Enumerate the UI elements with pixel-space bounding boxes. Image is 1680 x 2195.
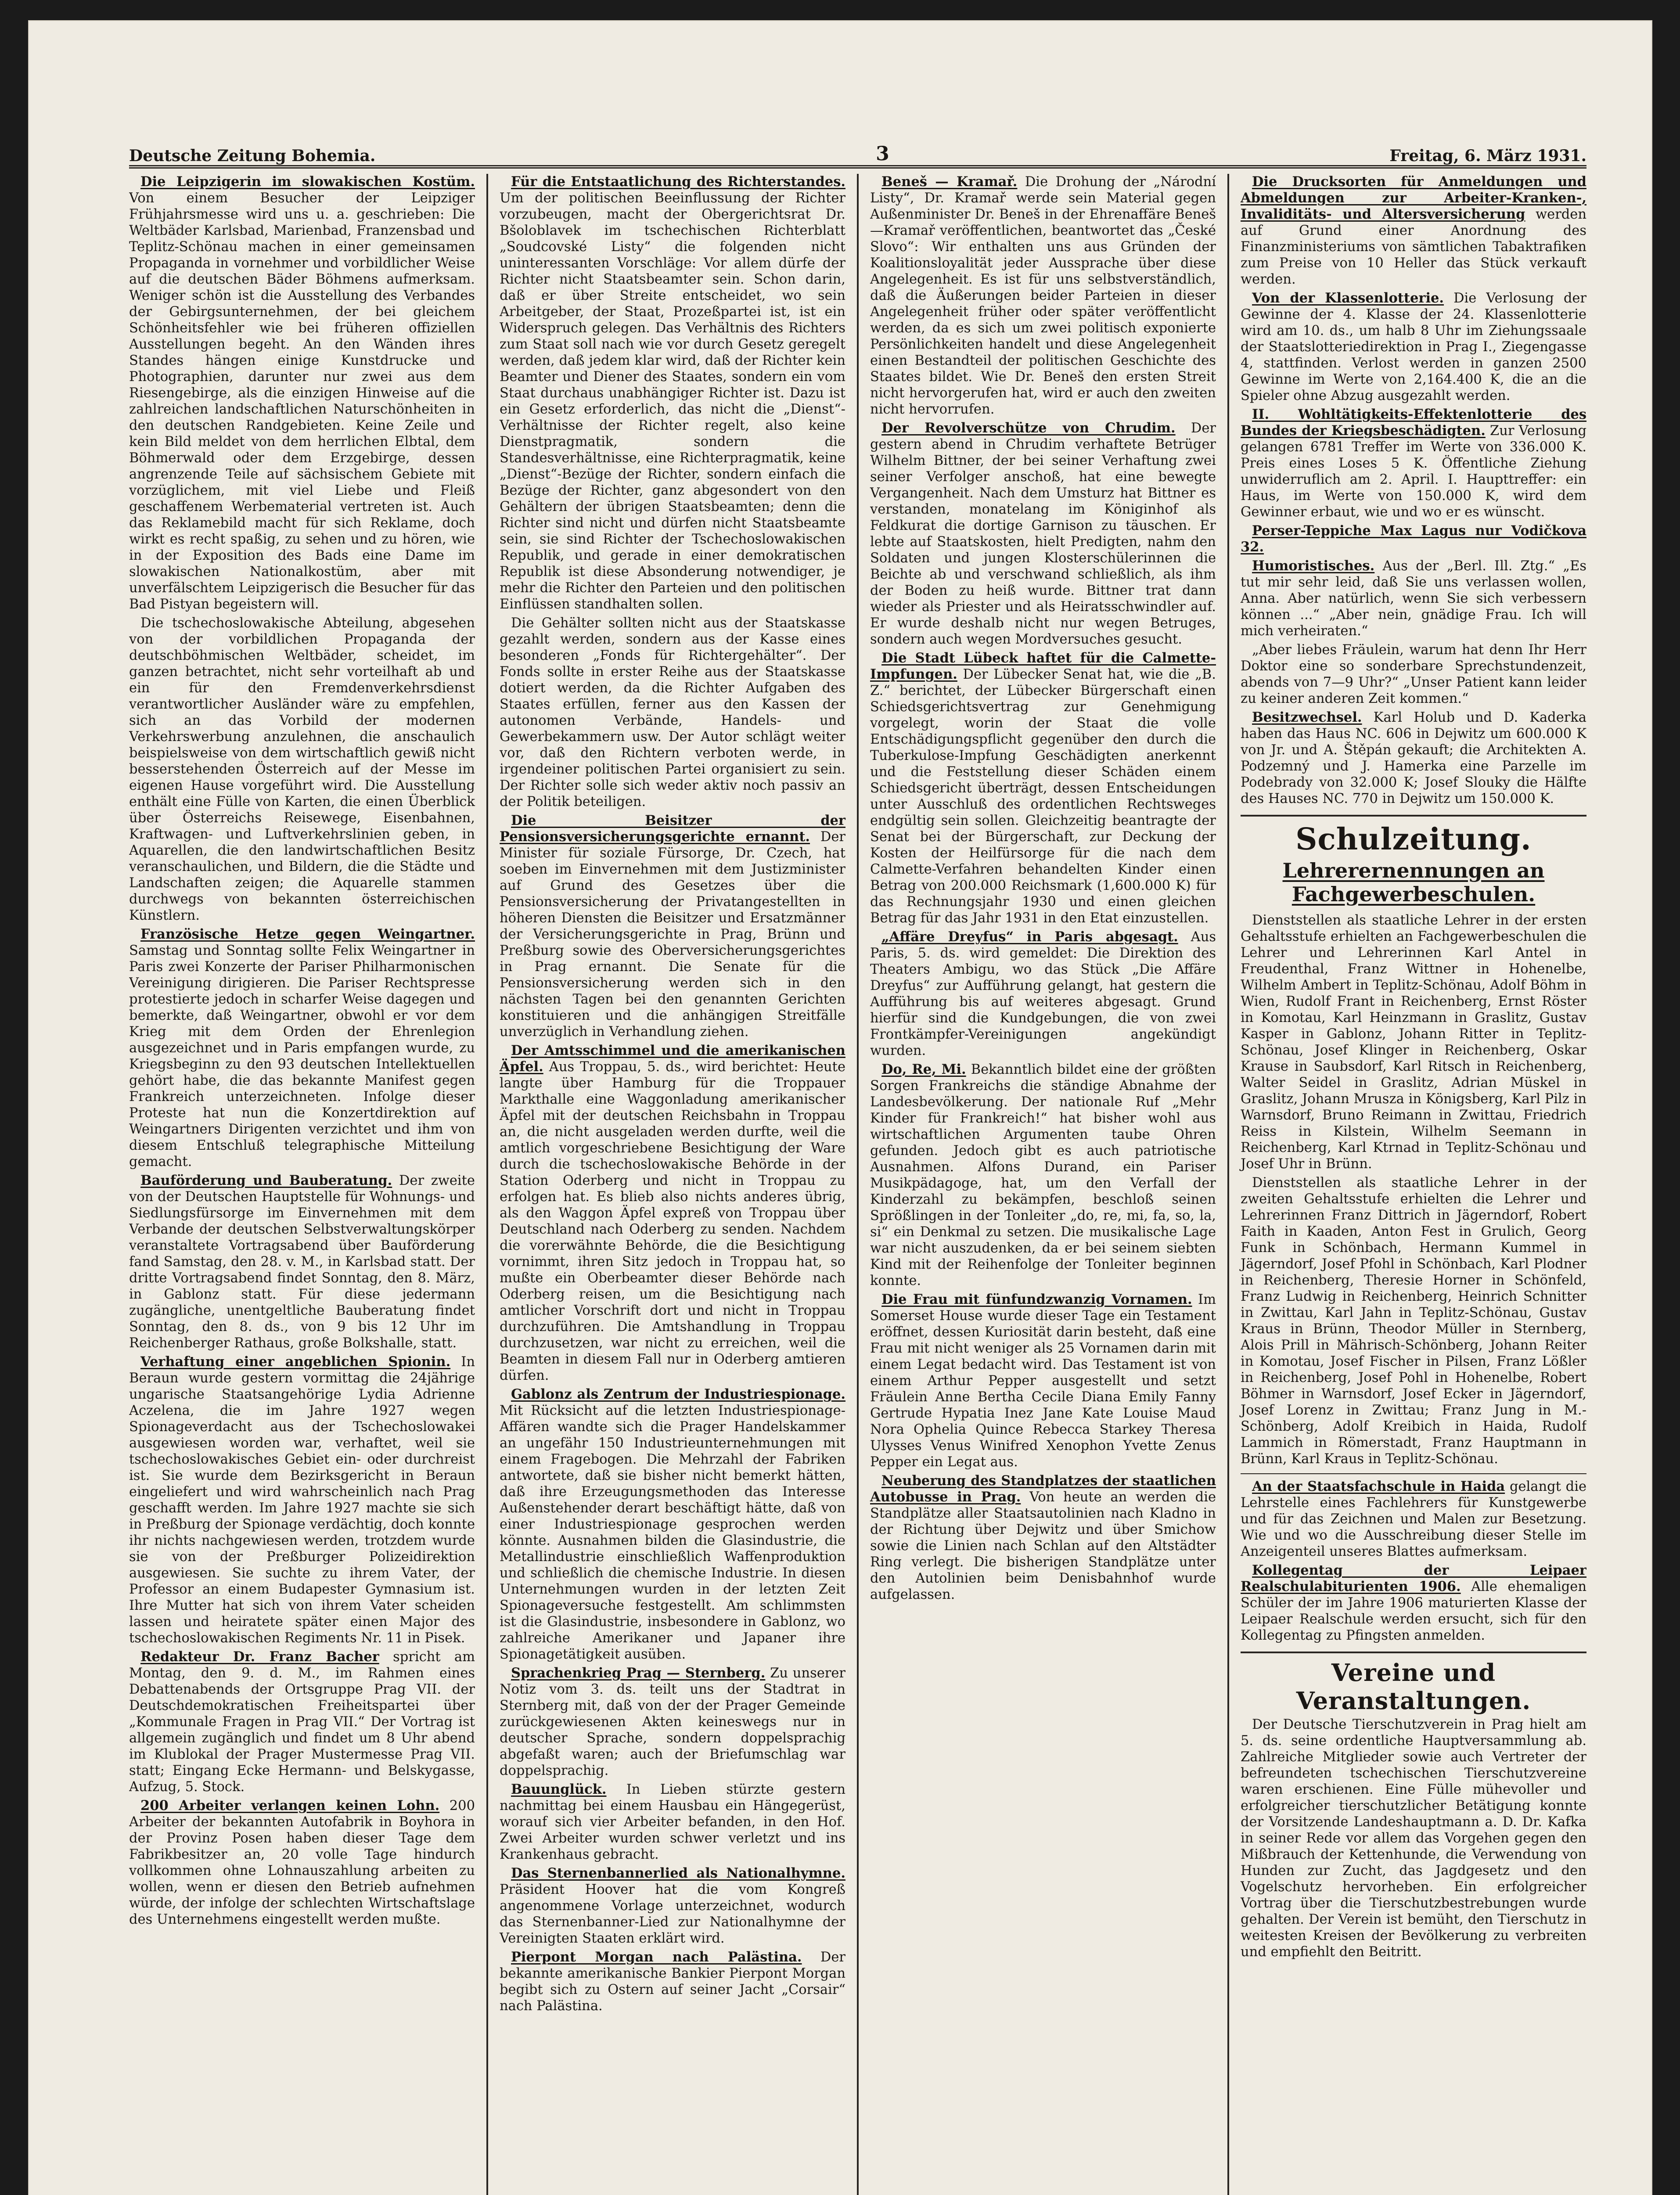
article-body: Zur Verlosung gelangen 6781 Treffer im Werte von 336.000 K. Preis eines Loses 5 K. Öffentliche Ziehung unwiderruflich am 2. April. I. Haupttreffer: ein Haus, im Werte von 150.000 K, wird dem Gewinner erbaut, wie und wo er es wünscht.: [1241, 423, 1586, 520]
column-2: [486, 174, 857, 2195]
issue-date: Freitag, 6. März 1931.: [1389, 147, 1586, 165]
article-headline: Französische Hetze gegen Weingartner.: [140, 926, 475, 942]
article: [129, 174, 475, 612]
article-body: In Beraun wurde gestern vormittag die 24jährige ungarische Staatsangehörige Lydia Adrienne Aczelena, die im Jahre 1927 wegen Spionageverdacht aus der Tschechoslowakei ausgewiesen worden war, verhaftet, weil sie tschechoslowakisches Gebiet ein- oder durchreist ist. Sie wurde dem Bezirksgericht in Beraun eingeliefert und wird wahrscheinlich nach Prag geschafft werden. Im Jahre 1927 machte sie sich in Preßburg der Spionage verdächtig, doch konnte ihr nichts nachgewiesen werden, trotzdem wurde sie von der Preßburger Polizeidirektion ausgewiesen. Sie suchte zu ihrem Vater, der Professor an einem Budapester Gymnasium ist. Ihre Mutter hat sich von ihrem Vater scheiden lassen und heiratete später einen Major des tschechoslowakischen Regiments Nr. 11 in Pisek.: [129, 1354, 475, 1646]
article: [500, 1665, 845, 1779]
article-body: Der Lübecker Senat hat, wie die „B. Z.“ berichtet, der Lübecker Bürgerschaft einen Schiedsgerichtsvertrag zur Genehmigung vorgelegt, worin der Staat die volle Entschädigungspflicht gegenüber den durch die Tuberkulose-Impfung Geschädigten anerkennt und die Feststellung dieser Schäden einem Schiedsgericht überträgt, dessen Entscheidungen unter Ausschluß des ordentlichen Rechtsweges endgültig sein sollen. Gleichzeitig beantragte der Senat bei der Bürgerschaft, zur Deckung der Kosten der Heilfürsorge für die nach dem Calmette-Verfahren behandelten Kinder einen Betrag von 200.000 Reichsmark (1,600.000 K) für das Rechnungsjahr 1930 und einen gleichen Betrag für das Jahr 1931 in den Etat einzustellen.: [870, 667, 1216, 926]
article-body: Die Gehälter sollten nicht aus der Staatskasse gezahlt werden, sondern aus der Kasse eines besonderen „Fonds für Richtergehälter“. Der Fonds sollte in erster Reihe aus der Staatskasse dotiert werden, da die Richter Aufgaben des Staates erfüllen, ferner aus den Kassen der autonomen Verbände, Handels- und Gewerbekammern usw. Der Autor schlägt weiter vor, daß den Richtern verboten werde, in irgendeiner politischen Partei organisiert zu sein. Der Richter solle sich weder aktiv noch passiv an der Politik beteiligen.: [500, 615, 845, 810]
column-4-notices-2: [1241, 1479, 1586, 1644]
article-headline: Beneš — Kramař.: [881, 174, 1018, 190]
article: [500, 1043, 845, 1384]
article: [1241, 642, 1586, 707]
article-headline: Perser-Teppiche Max Lagus nur Vodičkova 32.: [1241, 523, 1586, 555]
article-body: Aus Paris, 5. ds. wird gemeldet: Die Direktion des Theaters Ambigu, wo das Stück „Die Affäre Dreyfus“ zur Aufführung gelangt, hat gestern die Aufführung bis auf weiteres abgesagt. Grund hierfür sind die Kundgebungen, die von zwei Frontkämpfer-Vereinigungen angekündigt wurden.: [870, 929, 1216, 1058]
article: [870, 174, 1216, 417]
column-3: [857, 174, 1227, 2195]
article: [500, 174, 845, 612]
article: [870, 1473, 1216, 1603]
article-body: Der Minister für soziale Fürsorge, Dr. Czech, hat soeben im Einvernehmen mit dem Justizminister auf Grund des Gesetzes über die Pensionsversicherung der Privatangestellten in höheren Diensten die Beisitzer und Ersatzmänner der Versicherungsgerichte in Prag, Brünn und Preßburg sowie des Oberversicherungsgerichtes in Prag ernannt. Die Senate für die Pensionsversicherung werden sich in den nächsten Tagen bei den genannten Gerichten konstituieren und die anhängigen Streitfälle unverzüglich in Verhandlung ziehen.: [500, 829, 845, 1040]
article-headline: Bauunglück.: [511, 1781, 607, 1797]
article-body: Die Drohung der „Národní Listy“, Dr. Kramař werde sein Material gegen Außenminister Dr. Beneš in der Ehrenaffäre Beneš—Kramař veröffentlichen, beantwortet das „České Slovo“: Wir enthalten uns aus Gründen der Koalitionsloyalität jeder Aussprache über diese Angelegenheit. Es ist für uns selbstverständlich, daß die Äußerungen beider Parteien in dieser Angelegenheit früher oder später veröffentlicht werden, da es sich um zwei politisch exponierte Persönlichkeiten handelt und diese Angelegenheit einen Bestandteil der politischen Geschichte des Staates bildet. Wie Dr. Beneš den ersten Streit nicht hervorgerufen hat, wird er auch den zweiten nicht hervorrufen.: [870, 174, 1216, 417]
article-body: Samstag und Sonntag sollte Felix Weingartner in Paris zwei Konzerte der Pariser Philharmonischen Vereinigung dirigieren. Die Pariser Rechtspresse protestierte jedoch in scharfer Weise dagegen und bemerkte, daß Weingartner, obwohl er vor dem Krieg mit dem Orden der Ehrenlegion ausgezeichnet und in Paris empfangen wurde, zu Kriegsbeginn zu den 93 deutschen Intellektuellen gehört habe, die das bekannte Manifest gegen Frankreich unterzeichneten. Infolge dieser Proteste hat nun die Konzertdirektion auf Weingartners Dirigenten verzichtet und ihm von diesem Entschluß telegraphische Mitteilung gemacht.: [129, 943, 475, 1169]
article-headline: Kollegentag der Leipaer Realschulabiturienten 1906.: [1241, 1562, 1586, 1594]
columns: [129, 174, 1586, 2195]
article-body: Im Somerset House wurde dieser Tage ein Testament eröffnet, dessen Kuriosität darin besteht, daß eine Frau mit nicht weniger als 25 Vornamen darin mit einem Legat bedacht wird. Das Testament ist von einem Arthur Pepper ausgestellt und setzt Fräulein Anne Bertha Cecile Diana Emily Fanny Gertrude Hypatia Inez Jane Kate Louise Maud Nora Ophelia Quince Rebecca Starkey Theresa Ulysses Venus Winifred Xenophon Yvette Zenus Pepper ein Legat aus.: [870, 1292, 1216, 1470]
article: [500, 1865, 845, 1947]
article: [129, 1798, 475, 1928]
divider: [1241, 815, 1586, 817]
article-headline: 200 Arbeiter verlangen keinen Lohn.: [140, 1798, 440, 1814]
article: [1241, 174, 1586, 288]
article-headline: Das Sternenbannerlied als Nationalhymne.: [511, 1865, 845, 1881]
article-headline: Humoristisches.: [1252, 558, 1375, 574]
article: [129, 926, 475, 1170]
article: [129, 1354, 475, 1646]
article-body: „Aber liebes Fräulein, warum hat denn Ihr Herr Doktor eine so sonderbare Sprechstundenzeit, abends von 7—9 Uhr?“ „Unser Patient kann leider zu keiner anderen Zeit kommen.“: [1241, 642, 1586, 706]
article-body: Präsident Hoover hat die vom Kongreß angenommene Vorlage unterzeichnet, wodurch das Sternenbanner-Lied zur Nationalhymne der Vereinigten Staaten erklärt wird.: [500, 1882, 845, 1946]
article-headline: Pierpont Morgan nach Palästina.: [511, 1949, 802, 1965]
article-headline: Neuberung des Standplatzes der staatlichen Autobusse in Prag.: [870, 1473, 1216, 1505]
section-subtitle-lehrerernennungen: Lehrerernennungen an Fachgewerbeschulen.: [1282, 859, 1545, 906]
article: [870, 650, 1216, 926]
article-body: Von heute an werden die Standplätze aller Staatsautolinien nach Kladno in der Richtung über Dejwitz und über Smichow sowie die Linien nach Schlan auf den Altstädter Ring verlegt. Die bisherigen Standplätze unter den Autolinien beim Denisbahnhof wurde aufgelassen.: [870, 1490, 1216, 1602]
article-headline: Besitzwechsel.: [1252, 709, 1362, 725]
article-body: gelangt die Lehrstelle eines Fachlehrers für Kunstgewerbe und für das Zeichnen und Malen zur Besetzung. Wie und wo die Ausschreibung dieser Stelle im Anzeigenteil unseres Blattes aufmerksam.: [1241, 1479, 1586, 1559]
article-body: Von einem Besucher der Leipziger Frühjahrsmesse wird uns u. a. geschrieben: Die Weltbäder Karlsbad, Marienbad, Franzensbad und Teplitz-Schönau machen in einer gemeinsamen Propaganda in vornehmer und vorbildlicher Weise auf die deutschen Bäder Böhmens aufmerksam. Weniger schön ist die Ausstellung des Verbandes der Gebirgsunternehmen, der bei gleichem Schönheitsfehler wie bei früheren offiziellen Ausstellungen begeht. An den Wänden ihres Standes hängen einige Kunstdrucke und Photographien, darunter nur zwei aus dem Riesengebirge, als die einzigen Hinweise auf die zahlreichen landschaftlichen Naturschönheiten in den deutschen Randgebieten. Keine Zeile und kein Bild meldet von dem herrlichen Elbtal, dem Böhmerwald oder dem Erzgebirge, dessen angrenzende Teile auf sächsischem Gebiete mit vorzüglichem, mit viel Liebe und Fleiß geschaffenem Werbematerial vertreten ist. Auch das Reklamebild macht für sich Reklame, doch wirkt es recht spaßig, zu sehen und zu hören, wie in der Exposition des Bads eine Dame im slowakischen Nationalkostüm, aber mit unverfälschtem Leipzigerisch die Besucher für das Bad Pistyan begeistern will.: [129, 191, 475, 612]
article-headline: Die Stadt Lübeck haftet für die Calmette-Impfungen.: [870, 650, 1216, 682]
article-headline: Gablonz als Zentrum der Industriespionage.: [511, 1386, 845, 1402]
article-headline: Von der Klassenlotterie.: [1252, 290, 1444, 306]
article: [500, 1949, 845, 2014]
article: [129, 1649, 475, 1795]
divider: [1241, 1473, 1586, 1474]
article-body: 200 Arbeiter der bekannten Autofabrik in Boyhora in der Provinz Posen haben dieser Tage dem Fabrikbesitzer an, 20 volle Tage hindurch vollkommen ohne Lohnauszahlung arbeiten zu wollen, wenn er diesen den Betrieb aufnehmen würde, der infolge der schlechten Wirtschaftslage des Unternehmens eingestellt werden mußte.: [129, 1798, 475, 1927]
article: [1241, 523, 1586, 555]
page-number: 3: [876, 143, 889, 165]
article-body: Bekanntlich bildet eine der größten Sorgen Frankreichs die ständige Abnahme der Landesbevölkerung. Der nationale Ruf „Mehr Kinder für Frankreich!“ hat bisher wohl aus wirtschaftlichen Argumenten taube Ohren gefunden. Jedoch gibt es auch patriotische Ausnahmen. Alfons Durand, ein Pariser Musikpädagoge, hat, um den Verfall der Kinderzahl zu bekämpfen, beschloß seinen Sprößlingen in der Tonleiter „do, re, mi, fa, so, la, si“ ein Denkmal zu setzen. Die musikalische Lage war nicht auszudenken, da er bei seinem siebten Kind mit der Reihenfolge der Tonleiter beginnen konnte.: [870, 1062, 1216, 1288]
article: [870, 1062, 1216, 1289]
article-headline: Der Revolverschütze von Chrudim.: [881, 420, 1176, 436]
newspaper-page: [28, 20, 1652, 2195]
article: [1241, 709, 1586, 807]
article-body: Der gestern abend in Chrudim verhaftete Betrüger Wilhelm Bittner, der bei seiner Verhaftung zwei seiner Verfolger anschoß, hat eine bewegte Vergangenheit. Nach dem Umsturz hat Bittner es verstanden, monatelang im Königinhof als Feldkurat die dortige Garnison zu täuschen. Er lebte auf Staatskosten, hielt Predigten, nahm den Soldaten und jungen Klosterschülerinnen die Beichte ab und verschwand schließlich, als ihm der Boden zu heiß wurde. Bittner trat dann wieder als Priester und als Heiratsschwindler auf. Er wurde deshalb nicht nur wegen Betruges, sondern auch wegen Mordversuches gesucht.: [870, 421, 1216, 647]
article-text: Dienststellen als staatliche Lehrer in der zweiten Gehaltsstufe erhielten die Lehrer und Lehrerinnen Franz Dittrich in Jägerndorf, Robert Faith in Kaaden, Anton Fest in Grulich, Georg Funk in Schönbach, Hermann Kummel in Jägerndorf, Josef Pfohl in Schönbach, Karl Plodner in Reichenberg, Theresie Horner in Schönfeld, Franz Ludwig in Reichenberg, Heinrich Schnitter in Zwittau, Karl Jahn in Teplitz-Schönau, Gustav Kraus in Brünn, Theodor Müller in Sternberg, Alois Prill in Mährisch-Schönberg, Johann Reiter in Komotau, Josef Fischer in Pilsen, Franz Lößler in Reichenberg, Josef Pohl in Hohenelbe, Robert Böhmer in Warnsdorf, Josef Ecker in Jägerndorf, Josef Lorenz in Zwittau; Franz Jung in M.-Schönberg, Adolf Kreibich in Haida, Rudolf Lammich in Römerstadt, Franz Hauptmann in Brünn, Karl Kraus in Teplitz-Schönau.: [1241, 1175, 1586, 1467]
article: [870, 929, 1216, 1059]
article: [129, 615, 475, 924]
article-headline: Verhaftung einer angeblichen Spionin.: [140, 1354, 451, 1370]
article-body: Aus der „Berl. Ill. Ztg.“ „Es tut mir sehr leid, daß Sie uns verlassen wollen, Anna. Aber natürlich, wenn Sie sich verbessern können ...“ „Aber nein, gnädige Frau. Ich will mich verheiraten.“: [1241, 558, 1586, 639]
article-body: werden auf Grund einer Anordnung des Finanzministeriums von sämtlichen Tabaktrafiken zum Preise von 10 Heller das Stück verkauft werden.: [1241, 207, 1586, 287]
article: [1241, 290, 1586, 404]
article-headline: Sprachenkrieg Prag — Sternberg.: [511, 1665, 766, 1681]
article-body: spricht am Montag, den 9. d. M., im Rahmen eines Debattenabends der Ortsgruppe Prag VII. der Deutschdemokratischen Freiheitspartei über „Kommunale Fragen in Prag VII.“ Der Vortrag ist allgemein zugänglich und findet um 8 Uhr abend im Klublokal der Prager Mustermesse Prag VII. statt; Eingang Ecke Hermann- und Belskygasse, Aufzug, 5. Stock.: [129, 1649, 475, 1795]
article-body: Mit Rücksicht auf die letzten Industriespionage-Affären wandte sich die Prager Handelskammer an ungefähr 150 Industrieunternehmungen mit einem Fragebogen. Die Mehrzahl der Fabriken antwortete, daß sie bisher nicht bemerkt hätten, daß ihre Erzeugungsmethoden das Interesse Außenstehender derart beschäftigt hätte, daß von einer Industriespionage gesprochen werden könnte. Ausnahmen bilden die Glasindustrie, die Metallindustrie einschließlich Waffenproduktion und schließlich die chemische Industrie. In diesen Unternehmungen wurden in der letzten Zeit Spionageversuche festgestellt. Am schlimmsten ist die Glasindustrie, insbesondere in Gablonz, wo zahlreiche Amerikaner und Japaner ihre Spionagetätigkeit ausüben.: [500, 1403, 845, 1662]
section-title-schulzeitung: Schulzeitung.: [1295, 822, 1532, 857]
article-text: Der Deutsche Tierschutzverein in Prag hielt am 5. ds. seine ordentliche Hauptversammlung ab. Zahlreiche Mitglieder sowie auch Vertreter der befreundeten tschechischen Tierschutzvereine waren erschienen. Eine Fülle mühevoller und erfolgreicher tierschutzlicher Betätigung konnte der Vorsitzende Landeshauptmann a. D. Dr. Kafka in seiner Rede vor allem das Vorgehen gegen den Mißbrauch der Kettenhunde, die Verwendung von Hunden zur Zucht, das Jagdgesetz und den Vogelschutz hervorheben. Ein erfolgreicher Vortrag über die Tierschutzbestrebungen wurde gehalten. Der Verein ist bemüht, den Tierschutz in weitesten Kreisen der Bevölkerung zu verbreiten und empfiehlt den Beitritt.: [1241, 1717, 1586, 1960]
article-body: Die Verlosung der Gewinne der 4. Klasse der 24. Klassenlotterie wird am 10. ds., um halb 8 Uhr im Ziehungssaale der Staatslotteriedirektion in Prag I., Ziegengasse 4, stattfinden. Verlost werden in ganzen 2500 Gewinne im Werte von 2,164.400 K, die an die Spieler ohne Abzug ausgezahlt werden.: [1241, 291, 1586, 403]
article: [1241, 1479, 1586, 1560]
article-headline: Die Leipzigerin im slowakischen Kostüm.: [140, 174, 475, 190]
newspaper-name: Deutsche Zeitung Bohemia.: [129, 147, 376, 165]
article-headline: An der Staatsfachschule in Haida: [1252, 1479, 1505, 1494]
article-headline: II. Wohltätigkeits-Effektenlotterie des Bundes der Kriegsbeschädigten.: [1241, 407, 1586, 439]
article-body: Der bekannte amerikanische Bankier Pierpont Morgan begibt sich zu Ostern auf seiner Jacht „Corsair“ nach Palästina.: [500, 1950, 845, 2014]
article-headline: Do, Re, Mi.: [881, 1062, 966, 1077]
article-body: Zu unserer Notiz vom 3. ds. teilt uns der Stadtrat in Sternberg mit, daß von der der Prager Gemeinde zurückgewiesenen Akten keineswegs nur in deutscher Sprache, sondern doppelsprachig abgefaßt waren; auch der Briefumschlag war doppelsprachig.: [500, 1666, 845, 1778]
section-title-vereine: Vereine und Veranstaltungen.: [1296, 1659, 1531, 1715]
article-body: Karl Holub und D. Kaderka haben das Haus NC. 606 in Dejwitz um 600.000 K von Jr. und A. Štěpán gekauft; die Architekten A. Podzemný und J. Hamerka eine Parzelle im Podebrady von 32.000 K; Josef Slouky die Hälfte des Hauses NC. 770 in Dejwitz um 150.000 K.: [1241, 710, 1586, 806]
article: [870, 1292, 1216, 1470]
article: [870, 420, 1216, 648]
column-1: [129, 174, 486, 2195]
article-headline: Die Drucksorten für Anmeldungen und Abmeldungen zur Arbeiter-Kranken-, Invaliditäts- und Altersversicherung: [1241, 174, 1586, 222]
article: [129, 1173, 475, 1351]
article-headline: „Affäre Dreyfus“ in Paris abgesagt.: [881, 929, 1178, 945]
article-body: In Lieben stürzte gestern nachmittag bei einem Hausbau ein Hängegerüst, worauf sich vier Arbeiter befanden, in den Hof. Zwei Arbeiter wurden schwer verletzt und ins Krankenhaus gebracht.: [500, 1782, 845, 1862]
article-headline: Der Amtsschimmel und die amerikanischen Äpfel.: [500, 1043, 845, 1075]
article: [500, 813, 845, 1040]
article: [1241, 1562, 1586, 1644]
article-headline: Bauförderung und Bauberatung.: [140, 1173, 392, 1188]
article: [500, 615, 845, 810]
article-headline: Die Beisitzer der Pensionsversicherungsgerichte ernannt.: [500, 813, 845, 845]
article-text: Dienststellen als staatliche Lehrer in der ersten Gehaltsstufe erhielten an Fachgewerbeschulen die Lehrer und Lehrerinnen Karl Antel in Freudenthal, Franz Wittner in Hohenelbe, Wilhelm Ambert in Teplitz-Schönau, Adolf Böhm in Wien, Rudolf Frant in Reichenberg, Ernst Röster in Komotau, Karl Heinzmann in Graslitz, Gustav Kasper in Gablonz, Johann Ritter in Teplitz-Schönau, Josef Klinger in Reichenberg, Oskar Krause in Saubsdorf, Karl Ritsch in Reichenberg, Walter Seidel in Graslitz, Adrian Müskel in Graslitz, Johann Mrusza in Königsberg, Karl Pilz in Warnsdorf, Bruno Reimann in Zwittau, Friedrich Reiss in Kilstein, Wilhelm Seemann in Reichenberg, Karl Ktrnad in Teplitz-Schönau und Josef Uhr in Brünn.: [1241, 913, 1586, 1172]
article: [1241, 407, 1586, 520]
masthead: [129, 130, 1586, 169]
article: [500, 1781, 845, 1863]
article: [1241, 558, 1586, 639]
article-body: Aus Troppau, 5. ds., wird berichtet: Heute langte über Hamburg für die Troppauer Markthalle eine Waggonladung amerikanischer Äpfel mit der deutschen Reichsbahn in Troppau an, die nicht ausgeladen werden durfte, weil die amtlich vorgeschriebene Besichtigung der Ware durch die tschechoslowakische Behörde in der Station Oderberg und nicht in Troppau zu erfolgen hat. Es blieb also nichts anderes übrig, als den Waggon Äpfel expreß von Troppau über Deutschland nach Oderberg zu senden. Nachdem die vorerwähnte Behörde, die die Besichtigung vornimmt, ihren Sitz jedoch in Troppau hat, so mußte ein Oberbeamter dieser Behörde nach Oderberg reisen, um die Besichtigung nach amtlicher Vorschrift dort und nicht in Troppau durchzuführen. Die Amtshandlung in Troppau durchzusetzen, war nicht zu erreichen, weil die Beamten in diesem Fall nur in Oderberg amtieren dürfen.: [500, 1059, 845, 1383]
article-headline: Redakteur Dr. Franz Bacher: [140, 1649, 379, 1665]
article-body: Der zweite von der Deutschen Hauptstelle für Wohnungs- und Siedlungsfürsorge im Einvernehmen mit dem Verbande der deutschen Selbstverwaltungskörper veranstaltete Vortragsabend über Bauförderung fand Samstag, den 28. v. M., in Karlsbad statt. Der dritte Vortragsabend findet Sonntag, den 8. März, in Gablonz statt. Für diese jedermann zugängliche, unentgeltliche Bauberatung findet Sonntag, den 8. ds., von 9 bis 12 Uhr im Reichenberger Rathaus, große Bolkshalle, statt.: [129, 1173, 475, 1351]
article-headline: Die Frau mit fünfundzwanzig Vornamen.: [881, 1292, 1192, 1307]
article-body: Die tschechoslowakische Abteilung, abgesehen von der vorbildlichen Propaganda der deutschböhmischen Weltbäder, scheidet, im ganzen betrachtet, nicht sehr vorteilhaft ab und ein für den Fremdenverkehrsdienst verantwortlicher Ausländer wäre zu empfehlen, sich an das Vorbild der modernen Verkehrswerbung anzulehnen, die anschaulich beispielsweise von dem wirtschaftlich gewiß nicht besserstehenden Österreich auf der Messe im eigenen Hause vorgeführt wird. Die Ausstellung enthält eine Fülle von Karten, die einen Überblick über Österreichs Reisewege, Eisenbahnen, Kraftwagen- und Luftverkehrslinien geben, in Aquarellen, die den landwirtschaftlichen Besitz veranschaulichen, und Bildern, die die Städte und Landschaften zeigen; die Aquarelle stammen durchwegs von bekannten österreichischen Künstlern.: [129, 615, 475, 923]
article: [500, 1386, 845, 1662]
divider: [1241, 1652, 1586, 1653]
article-headline: Für die Entstaatlichung des Richterstandes.: [511, 174, 845, 190]
article-body: Um der politischen Beeinflussung der Richter vorzubeugen, macht der Obergerichtsrat Dr. Bšoloblavek im tschechischen Richterblatt „Soudcovské Listy“ die folgenden nicht uninteressanten Vorschläge: Vor allem dürfe der Richter nicht Staatsbeamter sein. Schon darin, daß er über Streite entscheidet, wo sein Arbeitgeber, der Staat, Prozeßpartei ist, ist ein Widerspruch gelegen. Das Verhältnis des Richters zum Staat soll nach wie vor durch Gesetz geregelt werden, daß jedem klar wird, daß der Richter kein Beamter und Diener des Staates, sondern ein vom Staat durchaus unabhängiger Richter ist. Dazu ist ein Gesetz erforderlich, das nicht die „Dienst“-Verhältnisse der Richter regelt, also keine Dienstpragmatik, sondern die Standesverhältnisse, eine Richterpragmatik, keine „Dienst“-Bezüge der Richter, sondern einfach die Bezüge der Richter, ganz abgesondert von den Gehältern der übrigen Staatsbeamten; denn die Richter sind nicht und dürfen nicht Staatsbeamte sein, sie sind Richter der Tschechoslowakischen Republik, und gerade in einer demokratischen Republik ist diese Absonderung notwendiger, je mehr die Richter den Parteien und den politischen Einflüssen standhalten sollen.: [500, 191, 845, 612]
article-body: Alle ehemaligen Schüler der im Jahre 1906 maturierten Klasse der Leipaer Realschule werden ersucht, sich für den Kollegentag zu Pfingsten anmelden.: [1241, 1579, 1586, 1643]
column-4-notices: [1241, 174, 1586, 807]
column-4: [1227, 174, 1586, 2195]
